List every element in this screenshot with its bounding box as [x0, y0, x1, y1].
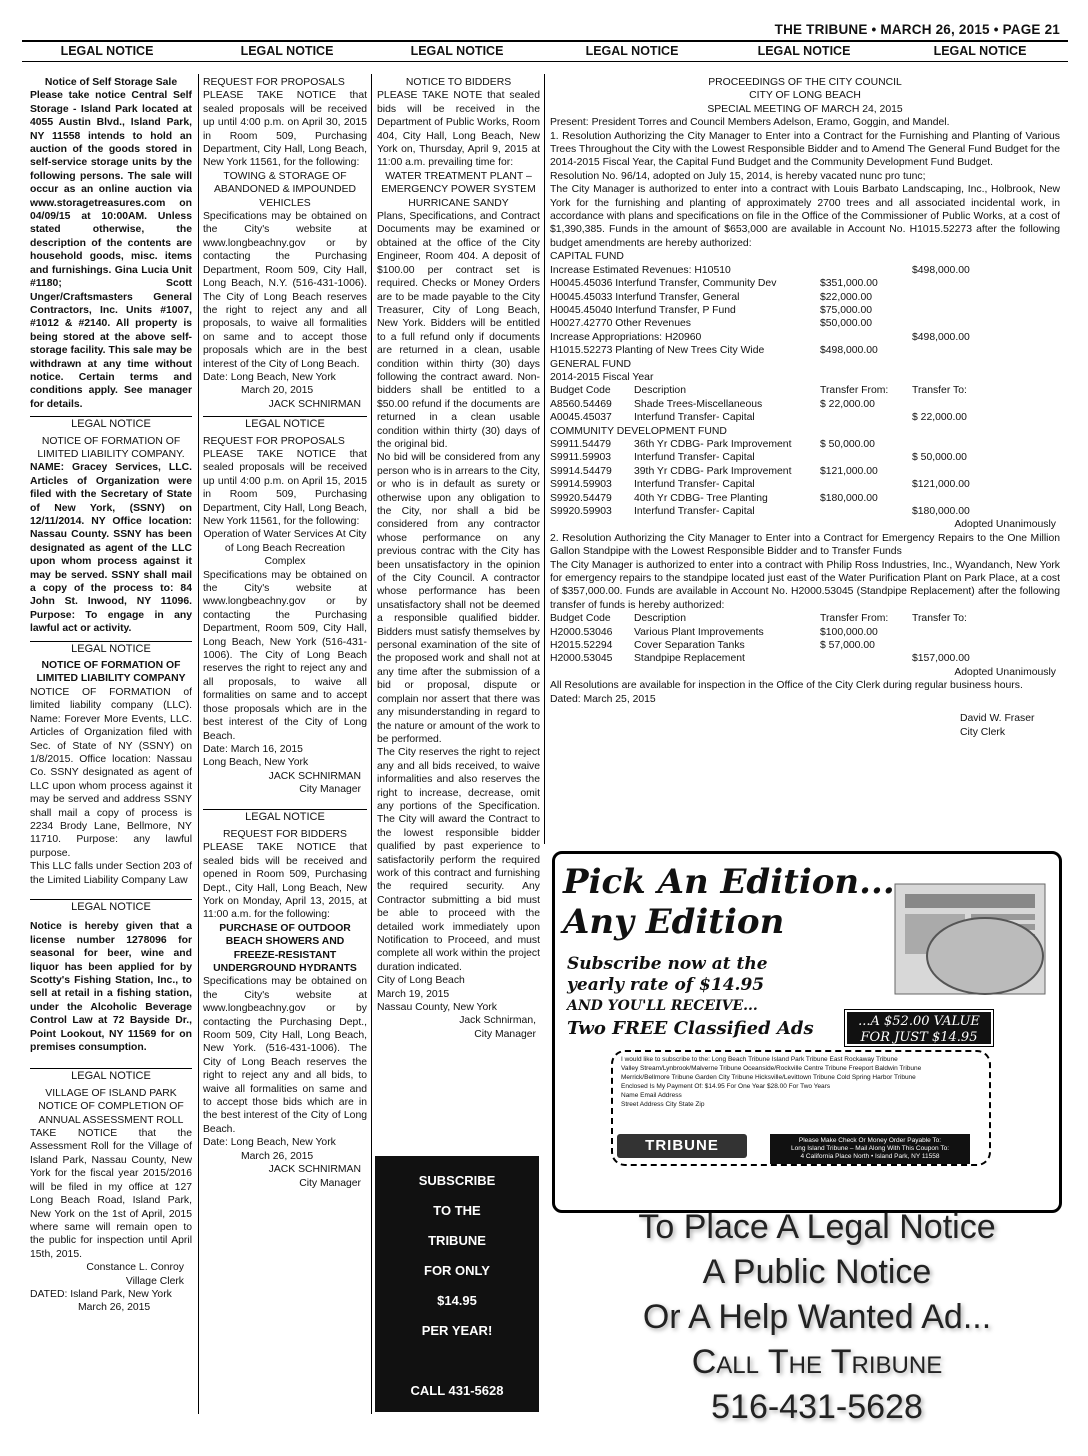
subscribe-line: TRIBUNE	[428, 1233, 486, 1248]
place-line: Or A Help Wanted Ad...	[642, 1298, 992, 1336]
mail-line: Long Island Tribune – Mail Along With This Coupon To:	[790, 1145, 950, 1152]
table-cell: H0027.42770 Other Revenues	[550, 318, 691, 330]
notice-body: Notice is hereby given that a license number 1278096 for seasonal for beer, wine and liquor has been applied for by Scotty's Fishing Station, Inc., to sell at retail in a fishing station, under the Alcoholic Beverage Control Law at 72 Bayside Dr., Point Lookout, NY 11569 for on premises consumption.	[30, 921, 192, 1054]
resolution-text: All Resolutions are available for inspection in the Office of the City Clerk during regular business hours.	[550, 680, 1023, 692]
table-cell: Increase Appropriations: H20960	[550, 331, 702, 343]
mail-instructions	[770, 1134, 970, 1164]
proceedings-title: SPECIAL MEETING OF MARCH 24, 2015	[707, 103, 903, 115]
coupon-line: Valley Stream/Lynbrook/Malverne Tribune Oceanside/Rockville Centre Tribune Freeport Baldwin Tribune	[621, 1065, 922, 1072]
ad-value-badge	[845, 1010, 993, 1046]
table-row	[550, 344, 1060, 357]
notice-title: REQUEST FOR PROPOSALS	[203, 77, 345, 88]
legal-notice-label: LEGAL NOTICE	[30, 899, 192, 914]
cd-fund-table	[550, 438, 1060, 518]
column-divider	[371, 74, 372, 1414]
subscribe-line: SUBSCRIBE	[418, 1173, 496, 1188]
table-cell	[820, 331, 912, 344]
table-cell: $180,000.00	[820, 492, 878, 504]
section-header-row	[22, 44, 1068, 62]
column-header: Budget Code	[550, 613, 611, 625]
notice-body: Specifications may be obtained on the City's website at www.longbeachny.gov or by contacting the Purchasing Department, Room 509, City Hall, Long Beach, N.Y. (516-431-1006). The City of Long Beach reserves the right to reject any and all proposals, to waive all formalities on same and to accept those proposals which are in the best interest of the City of Long Beach.	[203, 211, 367, 370]
signature: Constance L. Conroy	[86, 1262, 184, 1274]
fund-heading: GENERAL FUND	[550, 358, 632, 370]
section-header: LEGAL NOTICE	[757, 44, 851, 58]
table-cell	[912, 438, 1060, 451]
subscribe-line: PER YEAR!	[421, 1323, 493, 1338]
table-header-row	[550, 612, 1060, 625]
table-cell	[912, 317, 1060, 330]
dated-line: Date: Long Beach, New York	[203, 371, 336, 383]
notice-body: The City reserves the right to reject any and all bids received, to waive informalities and also reserves the right to increase, decrease, omit any portions of the Specification. The City will award the Contract to the lowest responsible bidder qualified by past experience to satisfactorily perform the required work of this contract and furnishing the required security. Any Contractor submitting a bid must be able to proceed with the detailed work immediately upon Notification to Proceed, and must complete all work within the project duration indicated.	[377, 747, 540, 973]
section-header: LEGAL NOTICE	[933, 44, 1027, 58]
place-line: To Place A Legal Notice	[638, 1208, 996, 1246]
table-cell: $121,000.00	[912, 479, 970, 491]
notice-title: VILLAGE OF ISLAND PARK NOTICE OF COMPLETION OF ANNUAL ASSESSMENT ROLL	[38, 1087, 184, 1126]
legal-notice-label: LEGAL NOTICE	[203, 809, 367, 824]
resolution-text: 1. Resolution Authorizing the City Manager to Enter into a Contract for the Furnishing and Planting of Various Trees Throughout the City with the Lowest Responsible Bidder and to Amend The General Fund Budget for the 2014-2015 Fiscal Year, the Capital Fund Budget and the Community Development Fund Budget.	[550, 130, 1060, 169]
fund-heading: COMMUNITY DEVELOPMENT FUND	[550, 425, 727, 437]
table-cell: Standpipe Replacement	[634, 653, 745, 665]
table-cell: Cover Separation Tanks	[634, 640, 745, 652]
notice-body: PLEASE TAKE NOTICE that sealed bids will be received and opened in Room 509, Purchasing Dept., City Hall, Long Beach, New York on Monday, April 13, 2015, at 11:00 a.m. for the following:	[203, 842, 367, 921]
place-line: A Public Notice	[702, 1253, 932, 1291]
ad-subtitle-line: yearly rate of $14.95	[567, 975, 765, 995]
table-cell: Increase Estimated Revenues: H10510	[550, 264, 731, 276]
notice-body: TAKE NOTICE that the Assessment Roll for the Village of Island Park, Nassau County, New York for the fiscal year 2015/2016 will be filed in my office at 127 Long Beach Road, Island Park, New York on the 1st of April, 2015 where same will remain open to the public for inspection until April 15th, 2015.	[30, 1128, 192, 1260]
dated-line: Date: Long Beach, New York	[203, 1137, 336, 1149]
notice-body: This LLC falls under Section 203 of the Limited Liability Company Law	[30, 861, 192, 886]
tribune-logo: TRIBUNE	[617, 1134, 747, 1158]
dated-line: March 26, 2015	[241, 1150, 314, 1162]
table-row	[550, 478, 1060, 491]
newspaper-stack-graphic	[885, 874, 1055, 1004]
page-header: THE TRIBUNE • MARCH 26, 2015 • PAGE 21	[774, 22, 1060, 37]
table-cell: $ 22,000.00	[820, 398, 875, 410]
table-cell	[912, 465, 1060, 478]
table-header-row	[550, 384, 1060, 397]
table-row	[550, 317, 1060, 330]
notice-body: Specifications may be obtained on the City's website at www.longbeachny.gov or by contacting the Purchasing Dept., Room 509, City Hall, Long Beach, New York. (516-431-1006). The City of Long Beach reserves the right to reject any and all bids, to waive all formalities on same and to accept those bids which are in the best interest of the City of Long Beach.	[203, 976, 367, 1135]
table-cell: $ 50,000.00	[912, 452, 967, 464]
proceedings	[550, 76, 1060, 806]
dated-line: DATED: Island Park, New York	[30, 1288, 172, 1300]
table-cell	[820, 478, 912, 491]
table-cell: Interfund Transfer- Capital	[634, 506, 755, 517]
table-cell: $75,000.00	[820, 304, 873, 316]
fund-heading: CAPITAL FUND	[550, 251, 624, 263]
table-cell: $498,000.00	[820, 345, 878, 357]
table-row	[550, 331, 1060, 344]
table-cell	[820, 264, 912, 277]
signature-title: Village Clerk	[125, 1275, 184, 1287]
notice-item: Operation of Water Services At City of Long Beach Recreation Complex	[203, 529, 367, 568]
table-cell: H2015.52294	[550, 640, 613, 652]
notice-body: PLEASE TAKE NOTICE that sealed proposals will be received up until 4:00 p.m. on April 15, 2015 in Room 509, Purchasing Department, City Hall, Long Beach, New York 11561, for the following:	[203, 448, 367, 527]
table-row	[550, 264, 1060, 277]
table-cell: Shade Trees-Miscellaneous	[634, 398, 763, 410]
table-cell: H2000.53045	[550, 653, 613, 665]
table-cell: H0045.45033 Interfund Transfer, General	[550, 291, 740, 303]
table-row	[550, 639, 1060, 652]
table-row	[550, 465, 1060, 478]
table-cell: 40th Yr CDBG- Tree Planting	[634, 492, 768, 504]
table-cell: Interfund Transfer- Capital	[634, 479, 755, 491]
notice-title: NOTICE OF FORMATION OF LIMITED LIABILITY COMPANY	[36, 660, 186, 685]
column-header: Description	[634, 385, 686, 397]
ad-title-line: Pick An Edition...	[563, 862, 895, 902]
column-header: Transfer To:	[912, 613, 967, 625]
subscribe-box	[375, 1156, 539, 1412]
dated-line: Long Beach, New York	[203, 757, 309, 769]
table-cell: A8560.54469	[550, 398, 612, 410]
table-cell: $22,000.00	[820, 291, 873, 303]
table-row	[550, 652, 1060, 665]
section-header: LEGAL NOTICE	[585, 44, 679, 58]
table-cell	[912, 398, 1060, 411]
signature: JACK SCHNIRMAN	[268, 1164, 361, 1176]
column-header: Transfer To:	[912, 385, 967, 397]
signature: JACK SCHNIRMAN	[268, 770, 361, 782]
table-cell	[820, 652, 912, 665]
notice-item: TOWING & STORAGE OF ABANDONED & IMPOUNDED VEHICLES	[213, 170, 357, 209]
table-cell: $351,000.00	[820, 278, 878, 290]
ad-subtitle	[567, 954, 768, 1017]
table-cell: $50,000.00	[820, 318, 873, 330]
notice-body: NAME: Gracey Services, LLC. Articles of Organization were filed with the Secretary of State of New York, (SSNY) on 12/11/2014. NY Office location: Nassau County. SSNY has been designated as agent of the LLC upon whom process against it may be served. SSNY shall mail a copy of the process to: 84 John St. Inwood, NY 11096. Purpose: To engage in any lawful act or activity.	[30, 462, 192, 635]
table-cell	[912, 639, 1060, 652]
column-2	[203, 76, 367, 1416]
table-row	[550, 291, 1060, 304]
column-divider	[544, 74, 545, 844]
table-cell: Interfund Transfer- Capital	[634, 452, 755, 464]
table-cell	[820, 505, 912, 518]
notice-body: PLEASE TAKE NOTE that sealed bids will be received in the Department of Public Works, Room 404, City Hall, Long Beach, New York on, Thursday, April 9, 2015 at 11:00 a.m. prevailing time for:	[377, 90, 540, 169]
table-cell: $498,000.00	[912, 331, 970, 343]
header-rule	[22, 40, 1068, 42]
column-header: Budget Code	[550, 385, 611, 397]
table-row	[550, 398, 1060, 411]
notice-body: Specifications may be obtained on the City's website at www.longbeachny.gov or by contacting the Purchasing Department, Room 509, City Hall, Long Beach, New York (516-431-1006). The City of Long Beach reserves the right to reject any and all proposals, to waive all formalities on same and to accept those proposals which are in the best interest of the City of Long Beach.	[203, 569, 367, 742]
column-1	[30, 76, 192, 1416]
adopted-label: Adopted Unanimously	[954, 519, 1056, 531]
mail-line: Please Make Check Or Money Order Payable To:	[798, 1137, 942, 1144]
signature-title: City Manager	[299, 784, 361, 796]
subscription-ad	[552, 851, 1062, 1213]
table-cell: $ 57,000.00	[820, 640, 875, 652]
adopted-label: Adopted Unanimously	[954, 666, 1056, 678]
proceedings-title: PROCEEDINGS OF THE CITY COUNCIL	[708, 77, 902, 88]
mail-line: 4 California Place North • Island Park, NY 11558	[800, 1153, 940, 1160]
notice-body: PLEASE TAKE NOTICE that sealed proposals will be received up until 4:00 p.m. on April 30, 2015 in Room 509, Purchasing Department, City Hall, Long Beach, New York 11561, for the following:	[203, 90, 367, 169]
place-line: Call The Tribune	[691, 1343, 943, 1381]
dated-line: March 20, 2015	[241, 385, 314, 397]
legal-notice-label: LEGAL NOTICE	[30, 641, 192, 656]
coupon-line: I would like to subscribe to the: Long Beach Tribune Island Park Tribune East Rockaway Tribune	[621, 1056, 898, 1063]
table-row	[550, 492, 1060, 505]
signature-title: City Manager	[299, 1177, 361, 1189]
fiscal-year: 2014-2015 Fiscal Year	[550, 371, 654, 383]
coupon-line: Street Address City State Zip	[621, 1101, 705, 1108]
dated-line: Date: March 16, 2015	[203, 743, 303, 755]
ad-title-line: Any Edition	[563, 902, 785, 942]
section-header: LEGAL NOTICE	[410, 44, 504, 58]
table-cell	[820, 451, 912, 464]
table-cell	[912, 344, 1060, 357]
section-header: LEGAL NOTICE	[240, 44, 334, 58]
notice-title: Notice of Self Storage Sale	[44, 77, 178, 88]
table-row	[550, 505, 1060, 518]
coupon-line: Enclosed Is My Payment Of: $14.95 For One Year $28.00 For Two Years	[621, 1083, 831, 1090]
notice-item: PURCHASE OF OUTDOOR BEACH SHOWERS AND FREEZE-RESISTANT UNDERGROUND HYDRANTS	[213, 922, 357, 974]
table-cell: Interfund Transfer- Capital	[634, 412, 755, 424]
coupon-line: Name Email Address	[621, 1092, 682, 1099]
table-cell: S9911.54479	[550, 438, 612, 450]
legal-notice-label: LEGAL NOTICE	[203, 416, 367, 431]
resolution-text: The City Manager is authorized to enter into a contract with Louis Barbato Landscaping, Inc., Holbrook, New York for the furnishing and planting of approximately 2700 trees and all associated incidental work, in accordance with plans and specifications on file in the Office of the Commissioner of Public Works, at a cost of $1,390,385. Funds in the amount of $653,000 are available in Account No. H1015.52273 after the following budget amendments are hereby authorized:	[550, 184, 1060, 249]
subscribe-spacer	[375, 1346, 539, 1376]
table-cell: S9920.54479	[550, 492, 612, 504]
legal-notice-label: LEGAL NOTICE	[30, 1068, 192, 1083]
ad-subtitle-line: Subscribe now at the	[567, 954, 768, 974]
column-header: Description	[634, 613, 686, 625]
signature: JACK SCHNIRMAN	[268, 398, 361, 410]
place-notice-ad	[552, 1205, 1082, 1430]
table-cell: $157,000.00	[912, 653, 970, 665]
notice-title: REQUEST FOR PROPOSALS	[203, 435, 345, 447]
table-cell: S9911.59903	[550, 452, 612, 464]
dated-line: March 26, 2015	[78, 1302, 151, 1314]
capital-fund-table	[550, 264, 1060, 358]
table-row	[550, 626, 1060, 639]
ad-value-line: ...A $52.00 VALUE	[858, 1014, 980, 1029]
table-cell: Various Plant Improvements	[634, 626, 764, 638]
signature: Nassau County, New York	[377, 1002, 497, 1014]
table-cell: $121,000.00	[820, 465, 878, 477]
table-cell: 36th Yr CDBG- Park Improvement	[634, 438, 792, 450]
res2-table	[550, 612, 1060, 666]
notice-body: No bid will be considered from any person who is in arrears to the City, or who is in default as surety or otherwise upon any obligation to the City, nor shall a bid be considered from any contractor whose performance on any previous contrac with the City has been unsatisfactory in the opinion of the City Council. A contractor whose performance has been unsatisfactory shall not be deemed a responsible qualified bidder. Bidders must satisfy themselves by personal examination of the site of the proposed work and shall not at any time after the submission of a bid or proposal, dispute or complain nor assert that there was any misunderstanding in regard to the nature or amount of the work to be performed.	[377, 452, 540, 745]
general-fund-table	[550, 384, 1060, 424]
section-header: LEGAL NOTICE	[60, 44, 154, 58]
table-cell: H2000.53046	[550, 626, 613, 638]
subscribe-line: FOR ONLY	[424, 1263, 490, 1278]
table-cell	[912, 626, 1060, 639]
table-cell: $100,000.00	[820, 626, 878, 638]
subscribe-phone: CALL 431-5628	[410, 1383, 504, 1398]
table-cell: $498,000.00	[912, 264, 970, 276]
table-cell	[912, 291, 1060, 304]
table-cell: S9914.54479	[550, 465, 612, 477]
table-cell	[912, 304, 1060, 317]
table-cell: H0045.45040 Interfund Transfer, P Fund	[550, 304, 736, 316]
table-row	[550, 438, 1060, 451]
table-row	[550, 411, 1060, 424]
table-row	[550, 277, 1060, 290]
column-3	[377, 76, 540, 1148]
notice-title: NOTICE OF FORMATION OF LIMITED LIABILITY COMPANY.	[37, 435, 185, 460]
table-cell: $ 22,000.00	[912, 412, 967, 424]
table-cell: S9920.59903	[550, 506, 612, 517]
resolution-text: The City Manager is authorized to enter into a contract with Philip Ross Industries, Inc., Wyandanch, New York for emergency repairs to the standpipe located just east of the Water Purification Plant on Park Place, at a cost of $357,000.00. Funds are available in Account No. H2000.53045 (Standpipe Replacement) after the following transfer of funds is hereby authorized:	[550, 559, 1060, 611]
ad-value-line: FOR JUST $14.95	[860, 1030, 978, 1045]
proceedings-title: CITY OF LONG BEACH	[749, 90, 861, 102]
ad-subtitle-line: AND YOU'LL RECEIVE...	[567, 998, 758, 1014]
dated-line: Dated: March 25, 2015	[550, 693, 656, 705]
table-cell: $ 50,000.00	[820, 438, 875, 450]
resolution-text: Resolution No. 96/14, adopted on July 15, 2014, is hereby vacated nunc pro tunc;	[550, 170, 926, 182]
resolution-text: 2. Resolution Authorizing the City Manager to Enter into a Contract for Emergency Repairs to the One Million Gallon Standpipe with the Lowest Responsible Bidder and to Transfer Funds	[550, 532, 1060, 558]
table-cell: 39th Yr CDBG- Park Improvement	[634, 465, 792, 477]
notice-item: WATER TREATMENT PLANT – EMERGENCY POWER SYSTEM HURRICANE SANDY	[381, 170, 536, 209]
notice-body: Plans, Specifications, and Contract Documents may be examined or obtained at the office of the City Engineer, Room 404. A deposit of $100.00 per contract set is required. Checks or Money Orders are to be made payable to the City Treasurer, City of Long Beach, New York. Bidders will be entitled to a full refund only if documents are returned in a clean, usable condition within thirty (30) days following the contract award. Non-bidders shall be entitled to a $50.00 refund if the documents are returned in a clean usable condition within thirty (30) days of the original bid.	[377, 211, 540, 450]
signature: City of Long Beach	[377, 975, 465, 987]
signature: March 19, 2015	[377, 988, 450, 1000]
table-cell	[912, 492, 1060, 505]
signature-title: City Manager	[474, 1028, 536, 1040]
notice-title: REQUEST FOR BIDDERS	[223, 828, 347, 840]
notice-title: NOTICE TO BIDDERS	[405, 77, 512, 88]
column-header: Transfer From:	[820, 385, 889, 397]
signature-title: City Clerk	[960, 726, 1006, 738]
column-divider	[198, 74, 199, 1414]
table-cell: $180,000.00	[912, 506, 970, 517]
ad-free-offer: Two FREE Classified Ads	[567, 1018, 814, 1039]
table-cell: H0045.45036 Interfund Transfer, Community Dev	[550, 278, 777, 290]
signature: Jack Schnirman,	[459, 1015, 536, 1027]
notice-body: Please take notice Central Self Storage - Island Park located at 4055 Austin Blvd., Island Park, NY 11558 intends to hold an auction of the goods stored in self-service storage units by the following persons. The sale will occur as an online auction via www.storagetreasures.com on 04/09/15 at 10:00AM. Unless stated otherwise, the description of the contents are household goods, misc. items and furnishings. Gina Lucia Unit #1180; Scott Unger/Craftsmasters General Contractors, Inc. Units #1007, #1012 & #2140. All property is being stored at the above self-storage facility. This sale may be withdrawn at any time without notice. Certain terms and conditions apply. See manager for details.	[30, 90, 192, 410]
table-cell: H1015.52273 Planting of New Trees City Wide	[550, 345, 765, 357]
legal-notice-label: LEGAL NOTICE	[30, 416, 192, 431]
table-cell: A0045.45037	[550, 412, 612, 424]
newspaper-stack-image	[885, 874, 1055, 1004]
table-cell	[820, 411, 912, 424]
signature: David W. Fraser	[960, 713, 1035, 725]
table-row	[550, 451, 1060, 464]
notice-body: NOTICE OF FORMATION of limited liability company (LLC). Name: Forever More Events, LLC. Articles of Organization filed with Sec. of State of NY (SSNY) on 1/8/2015. Office location: Nassau Co. SSNY designated as agent of LLC upon whom process against it may be served and address SSNY shall mail a copy of process is 2234 Brody Lane, Bellmore, NY 11710. Purpose: any lawful purpose.	[30, 686, 192, 859]
table-cell	[912, 277, 1060, 290]
table-cell: S9914.59903	[550, 479, 612, 491]
column-header: Transfer From:	[820, 613, 889, 625]
coupon-line: Merrick/Bellmore Tribune Garden City Tribune Hicksville/Levittown Tribune Cold Spring Harbor Tribune	[621, 1074, 916, 1081]
ad-title	[563, 862, 895, 942]
subscribe-line: TO THE	[433, 1203, 481, 1218]
subscribe-line: $14.95	[437, 1293, 477, 1308]
place-phone: 516-431-5628	[711, 1388, 923, 1426]
proceedings-present: Present: President Torres and Council Members Adelson, Eramo, Goggin, and Mandel.	[550, 117, 950, 129]
table-row	[550, 304, 1060, 317]
